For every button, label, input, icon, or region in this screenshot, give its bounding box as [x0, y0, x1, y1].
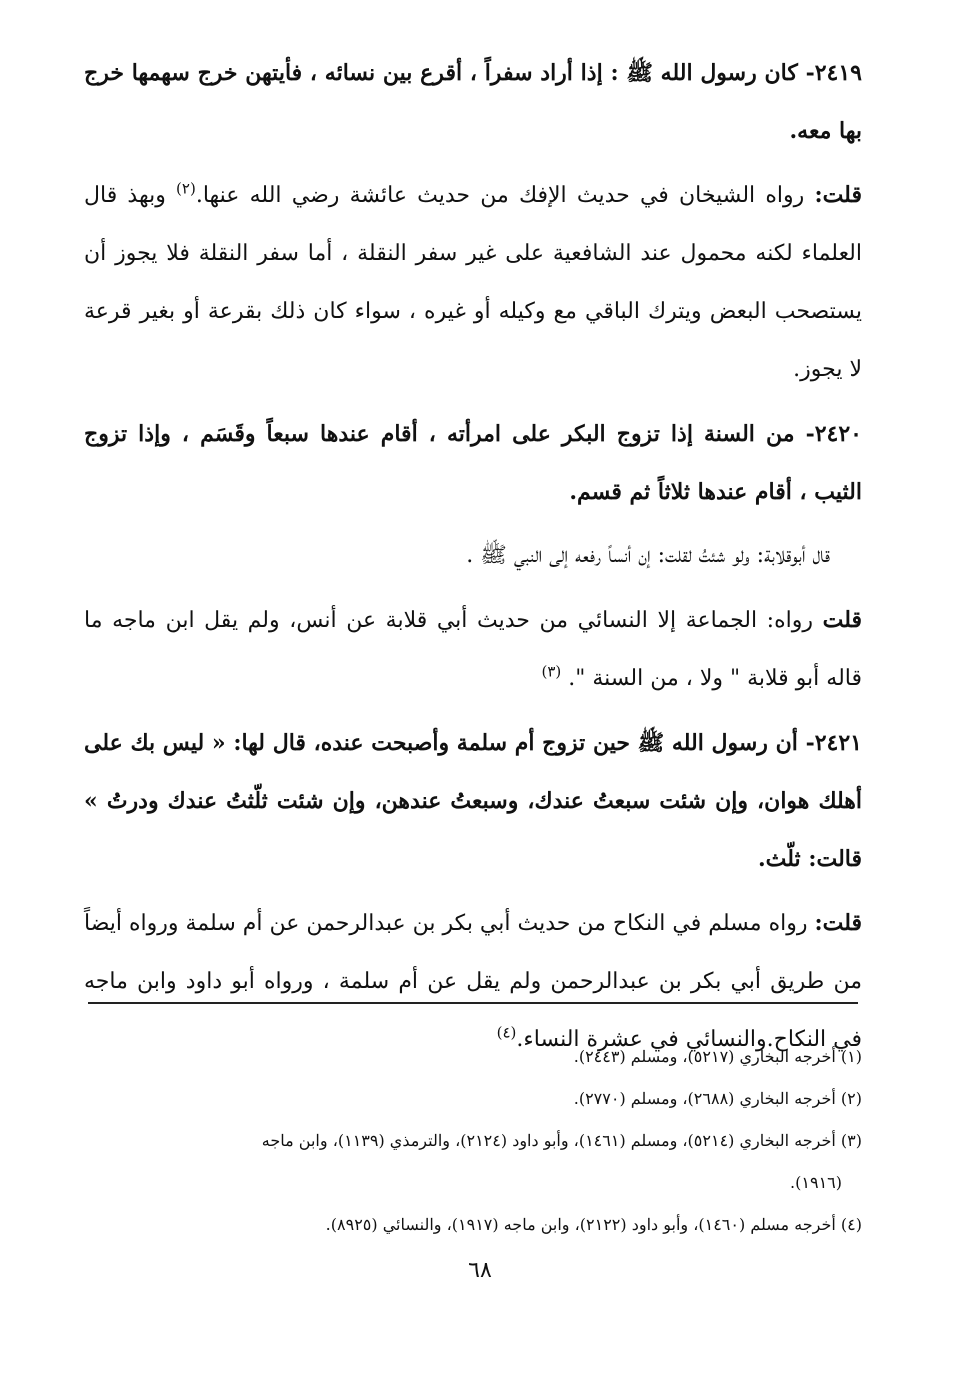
comment-lead: قلت:: [814, 910, 862, 936]
page-number: ٦٨: [468, 1258, 492, 1283]
comment-lead: قلت: [822, 607, 862, 633]
footnote-1: [88, 1036, 862, 1078]
narrator-text: قال أبوقلابة: ولو شئتُ لقلت: إن أنساً رفعه إلى النبي ﷺ .: [466, 543, 830, 568]
hadith-text: من السنة إذا تزوج البكر على امرأته ، أقام عندها سبعاً وقَسَم ، وإذا تزوج الثيب ، أقام عندها ثلاثاً ثم قسم.: [84, 421, 862, 505]
comment-2419: [84, 166, 862, 399]
narrator-note: [84, 527, 862, 585]
footnote-text: (١٩١٦).: [790, 1173, 842, 1192]
footnote-text: (٣) أخرجه البخاري (٥٢١٤)، ومسلم (١٤٦١)، وأبو داود (٢١٢٤)، والترمذي (١١٣٩)، وابن ماجه: [261, 1131, 862, 1150]
hadith-number: ٢٤٢٠-: [805, 421, 862, 447]
footnotes: [88, 1036, 862, 1246]
comment-2420: [84, 591, 862, 708]
comment-lead: قلت:: [814, 182, 862, 208]
hadith-2420: [84, 405, 862, 521]
footnote-3-continuation: [88, 1162, 862, 1204]
footnote-ref: (٣): [541, 662, 562, 681]
hadith-2421: [84, 714, 862, 888]
footnote-3: [88, 1120, 862, 1162]
hadith-2419: [84, 44, 862, 160]
hadith-text: كان رسول الله ﷺ : إذا أراد سفراً ، أقرع بين نسائه ، فأيتهن خرج سهمها خرج بها معه.: [84, 60, 862, 144]
comment-text: رواه الشيخان في حديث الإفك من حديث عائشة رضي الله عنها.: [195, 183, 805, 208]
page-body: [84, 44, 862, 1069]
footnote-ref: (٢): [176, 179, 196, 198]
hadith-text: أن رسول الله ﷺ حين تزوج أم سلمة وأصبحت عنده، قال لها: « ليس بك على أهلك هوان، وإن شئت سبعتُ عندك، وسبعتُ عندهن، وإن شئت ثلّثتُ عندك ودرتُ » قالت: ثلّث.: [84, 730, 862, 872]
hadith-number: ٢٤١٩-: [805, 60, 862, 86]
footnote-text: (١) أخرجه البخاري (٥٢١٧)، ومسلم (٢٤٤٣).: [573, 1047, 862, 1066]
hadith-number: ٢٤٢١-: [805, 730, 862, 756]
footnote-ref: (٤): [496, 1023, 517, 1042]
footnote-4: [88, 1204, 862, 1246]
footnote-text: (٤) أخرجه مسلم (١٤٦٠)، وأبو داود (٢١٢٢)، وابن ماجه (١٩١٧)، والنسائي (٨٩٢٥).: [325, 1215, 862, 1234]
footnote-text: (٢) أخرجه البخاري (٢٦٨٨)، ومسلم (٢٧٧٠).: [573, 1089, 862, 1108]
comment-text: رواه: الجماعة إلا النسائي من حديث أبي قلابة عن أنس، ولم يقل ابن ماجه ما قاله أبو قلابة " ولا ، من السنة ".: [84, 608, 862, 691]
comment-text-rest: وبهذ قال العلماء لكنه محمول عند الشافعية على غير سفر النقلة ، أما سفر النقلة فلا يجوز أن يستصحب البعض ويترك الباقي مع وكيله أو غيره ، سواء كان ذلك بقرعة أو بغير قرعة لا يجوز.: [84, 183, 862, 382]
footnote-divider: [88, 1002, 858, 1004]
comment-text: رواه مسلم في النكاح من حديث أبي بكر بن عبدالرحمن عن أم سلمة ورواه أيضاً من طريق أبي بكر بن عبدالرحمن ولم يقل عن أم سلمة ، ورواه أبو داود وابن ماجه في النكاح.والنسائي في عشرة النساء.: [84, 911, 862, 1052]
footnote-2: [88, 1078, 862, 1120]
